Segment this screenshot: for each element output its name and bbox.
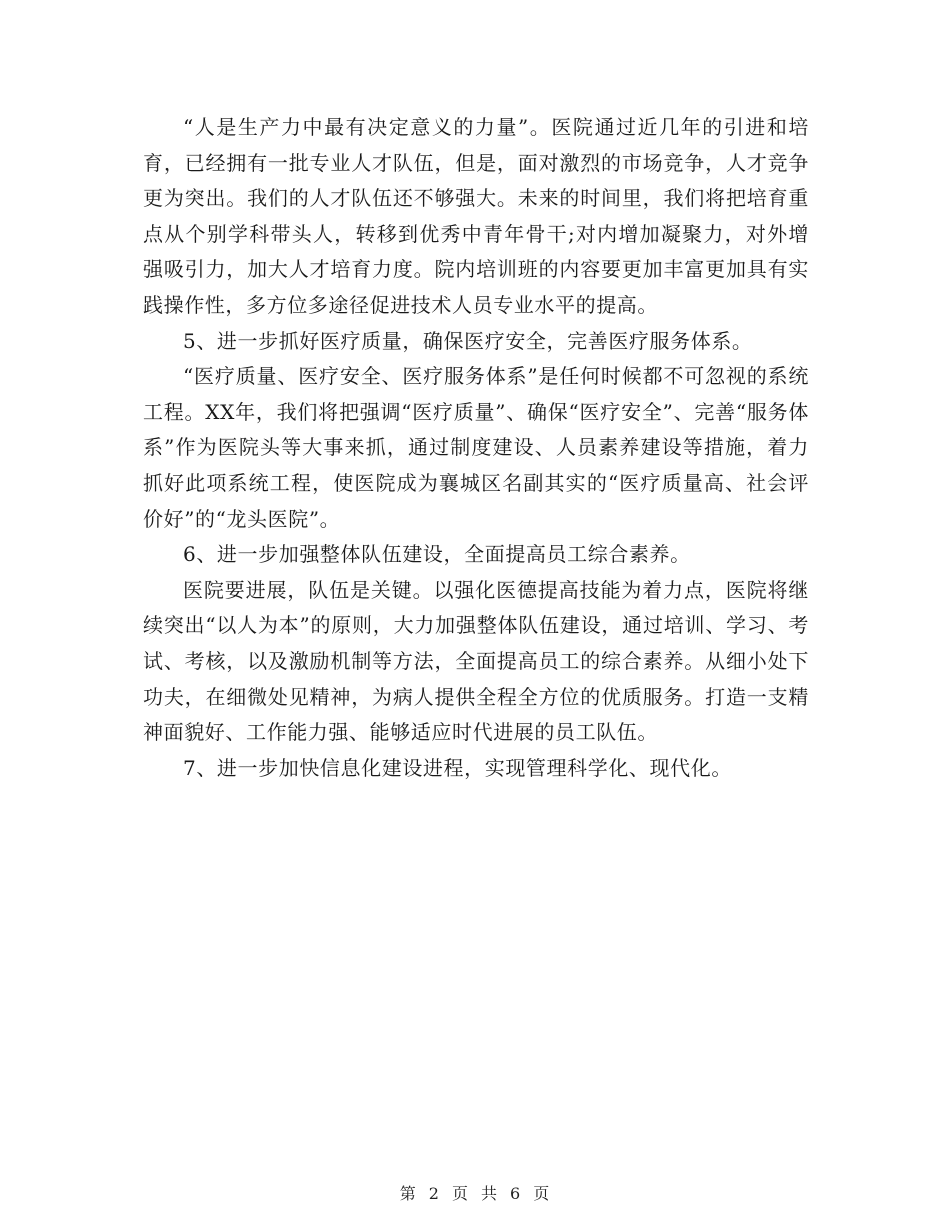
footer-total-prefix: 共 [481,1184,499,1203]
page-number-current: 2 [428,1184,440,1203]
page-number-total: 6 [510,1184,522,1203]
heading-item-7: 7、进一步加快信息化建设进程，实现管理科学化、现代化。 [183,755,732,780]
document-body [143,110,809,786]
footer-prefix: 第 [399,1184,417,1203]
footer-total-suffix: 页 [533,1184,551,1203]
footer-page-label: 页 [451,1184,469,1203]
paragraph-quality: “医疗质量、医疗安全、医疗服务体系”是任何时候都不可忽视的系统工程。XX年，我们将把强调“医疗质量”、确保“医疗安全”、完善“服务体系”作为医院头等大事来抓，通过制度建设、人员素养建设等措施，着力抓好此项系统工程，使医院成为襄城区名副其实的“医疗质量高、社会评价好”的“龙头医院”。 [143,364,809,531]
page-footer [0,1181,950,1204]
paragraph-team: 医院要进展，队伍是关键。以强化医德提高技能为着力点，医院将继续突出“以人为本”的原则，大力加强整体队伍建设，通过培训、学习、考试、考核，以及激励机制等方法，全面提高员工的综合素养。从细小处下功夫，在细微处见精神，为病人提供全程全方位的优质服务。打造一支精神面貌好、工作能力强、能够适应时代进展的员工队伍。 [143,577,809,745]
heading-item-5: 5、进一步抓好医疗质量，确保医疗安全，完善医疗服务体系。 [183,328,753,353]
heading-item-6: 6、进一步加强整体队伍建设，全面提高员工综合素养。 [183,542,691,567]
paragraph-talent: “人是生产力中最有决定意义的力量”。医院通过近几年的引进和培育，已经拥有一批专业人才队伍，但是，面对激烈的市场竞争，人才竞争更为突出。我们的人才队伍还不够强大。未来的时间里，我们将把培育重点从个别学科带头人，转移到优秀中青年骨干;对内增加凝聚力，对外增强吸引力，加大人才培育力度。院内培训班的内容要更加丰富更加具有实践操作性，多方位多途径促进技术人员专业水平的提高。 [143,115,809,317]
